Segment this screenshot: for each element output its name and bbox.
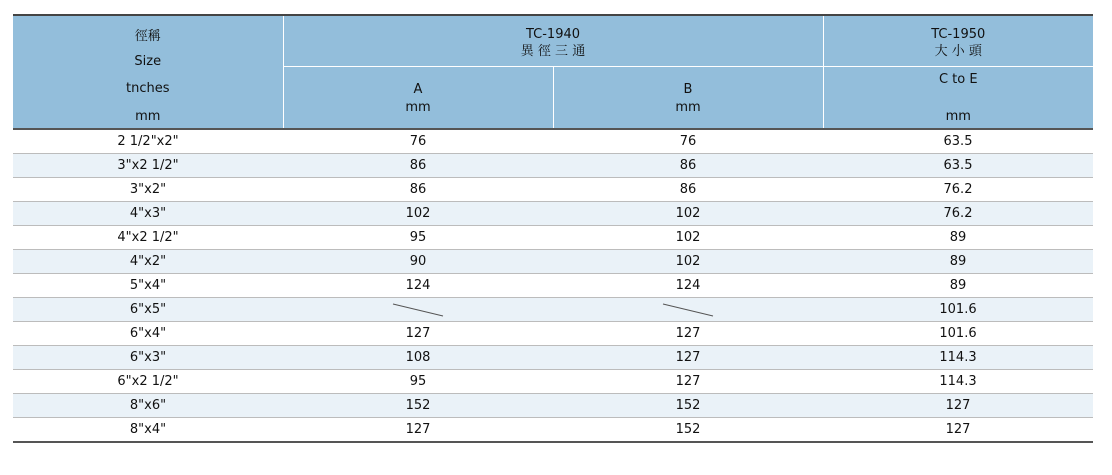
- a-cell: 152: [283, 394, 553, 418]
- size-cell: 3"x2 1/2": [13, 154, 283, 178]
- table-header: [13, 15, 1093, 129]
- not-applicable-slash-icon: [662, 303, 714, 317]
- c-cell: 63.5: [823, 154, 1093, 178]
- b-cell: 86: [553, 178, 823, 202]
- tc1950-name: 大 小 頭: [934, 44, 982, 59]
- c-cell: 89: [823, 250, 1093, 274]
- a-cell: 95: [283, 226, 553, 250]
- b-cell: 127: [553, 346, 823, 370]
- table-row: [13, 154, 1093, 178]
- a-cell: 124: [283, 274, 553, 298]
- c-cell: 63.5: [823, 129, 1093, 154]
- a-cell: [283, 298, 553, 322]
- spec-table: [13, 14, 1093, 443]
- tc1950-header: [823, 15, 1093, 67]
- size-cell: 8"x4": [13, 418, 283, 443]
- c-cell: 101.6: [823, 298, 1093, 322]
- a-cell: 108: [283, 346, 553, 370]
- table-row: [13, 226, 1093, 250]
- c-cell: 127: [823, 394, 1093, 418]
- tc1950-code: TC-1950: [931, 27, 986, 42]
- table-row: [13, 322, 1093, 346]
- table-body: [13, 129, 1093, 442]
- b-cell: 124: [553, 274, 823, 298]
- spec-table-container: [13, 14, 1093, 443]
- a-cell: 102: [283, 202, 553, 226]
- b-cell: 152: [553, 394, 823, 418]
- b-cell: 76: [553, 129, 823, 154]
- table-row: [13, 202, 1093, 226]
- col-c-label: C to E: [938, 72, 978, 87]
- size-header-inches: tnches: [126, 81, 170, 96]
- col-a-header: [283, 67, 553, 130]
- b-cell: 127: [553, 322, 823, 346]
- size-header: [13, 15, 283, 129]
- c-cell: 114.3: [823, 370, 1093, 394]
- a-cell: 90: [283, 250, 553, 274]
- size-cell: 8"x6": [13, 394, 283, 418]
- size-header-zh: 徑稱: [134, 29, 161, 44]
- b-cell: [553, 298, 823, 322]
- b-cell: 127: [553, 370, 823, 394]
- col-b-unit: mm: [675, 100, 701, 115]
- table-row: [13, 298, 1093, 322]
- size-cell: 6"x4": [13, 322, 283, 346]
- not-applicable-slash-icon: [392, 303, 444, 317]
- c-cell: 101.6: [823, 322, 1093, 346]
- size-header-en: Size: [134, 54, 162, 69]
- table-row: [13, 250, 1093, 274]
- col-c-unit: mm: [945, 109, 971, 124]
- a-cell: 95: [283, 370, 553, 394]
- b-cell: 102: [553, 250, 823, 274]
- size-cell: 6"x2 1/2": [13, 370, 283, 394]
- size-cell: 3"x2": [13, 178, 283, 202]
- a-cell: 76: [283, 129, 553, 154]
- size-cell: 4"x3": [13, 202, 283, 226]
- size-cell: 5"x4": [13, 274, 283, 298]
- size-cell: 2 1/2"x2": [13, 129, 283, 154]
- size-cell: 6"x5": [13, 298, 283, 322]
- col-b-header: [553, 67, 823, 130]
- a-cell: 86: [283, 178, 553, 202]
- col-a-label: A: [413, 82, 423, 97]
- b-cell: 86: [553, 154, 823, 178]
- c-cell: 114.3: [823, 346, 1093, 370]
- table-row: [13, 394, 1093, 418]
- table-row: [13, 418, 1093, 443]
- col-a-unit: mm: [405, 100, 431, 115]
- c-cell: 76.2: [823, 202, 1093, 226]
- table-row: [13, 178, 1093, 202]
- table-row: [13, 274, 1093, 298]
- col-b-label: B: [683, 82, 693, 97]
- col-c-header: [823, 67, 1093, 130]
- tc1940-code: TC-1940: [525, 27, 581, 42]
- size-cell: 4"x2": [13, 250, 283, 274]
- c-cell: 89: [823, 274, 1093, 298]
- size-cell: 4"x2 1/2": [13, 226, 283, 250]
- c-cell: 89: [823, 226, 1093, 250]
- tc1940-name: 異 徑 三 通: [520, 44, 586, 59]
- b-cell: 102: [553, 202, 823, 226]
- size-cell: 6"x3": [13, 346, 283, 370]
- c-cell: 127: [823, 418, 1093, 443]
- tc1940-header: [283, 15, 823, 67]
- b-cell: 152: [553, 418, 823, 443]
- b-cell: 102: [553, 226, 823, 250]
- table-row: [13, 346, 1093, 370]
- table-row: [13, 129, 1093, 154]
- a-cell: 86: [283, 154, 553, 178]
- size-header-mm: mm: [135, 109, 161, 124]
- a-cell: 127: [283, 418, 553, 443]
- c-cell: 76.2: [823, 178, 1093, 202]
- a-cell: 127: [283, 322, 553, 346]
- table-row: [13, 370, 1093, 394]
